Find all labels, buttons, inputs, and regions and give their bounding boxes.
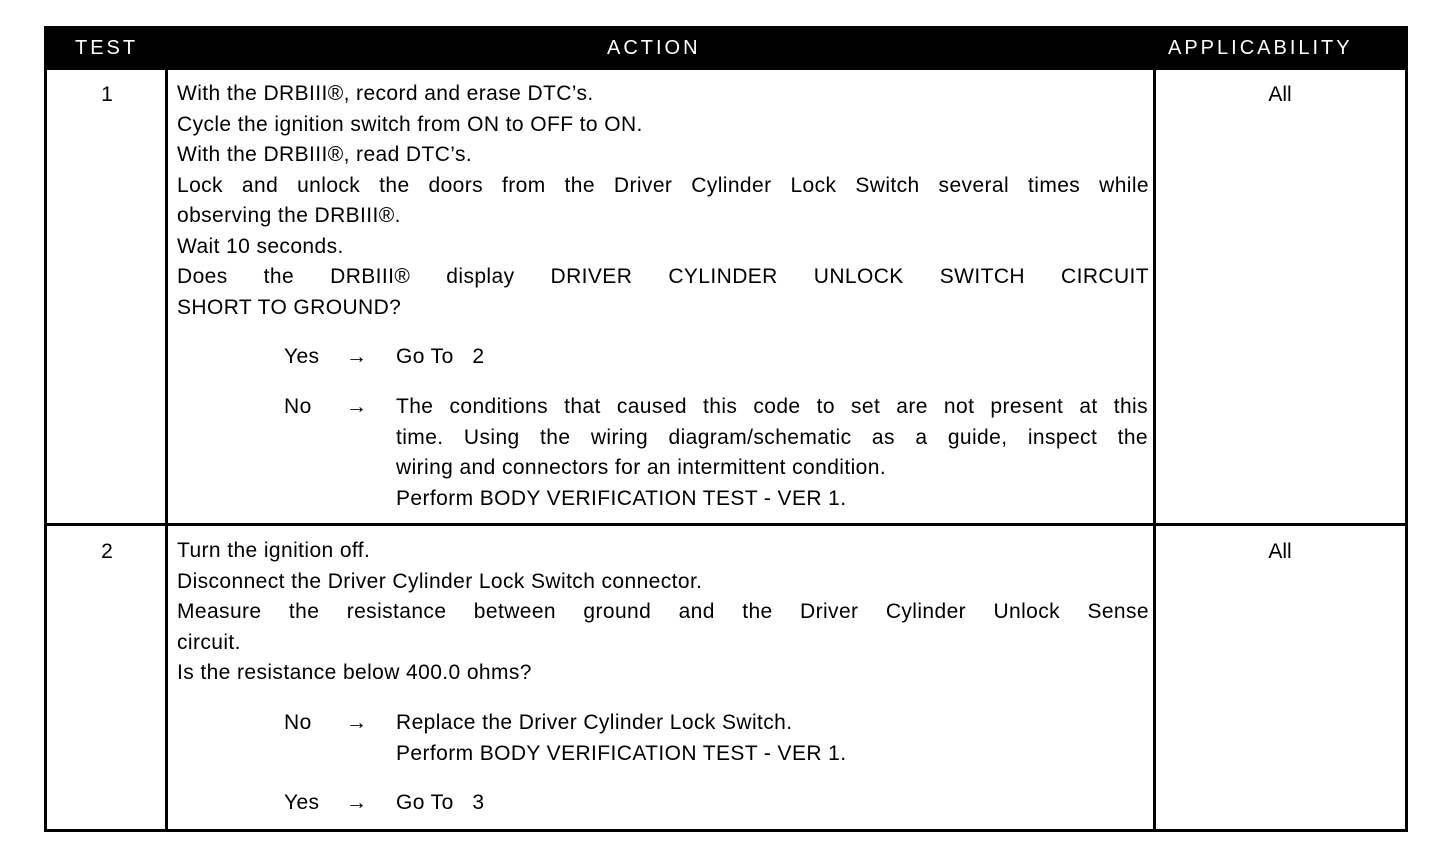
column-divider: [1153, 70, 1156, 829]
arrow-right-icon: →: [346, 345, 368, 368]
arrow-right-icon: →: [346, 395, 368, 418]
test-number: 1: [101, 83, 113, 106]
option-line: Replace the Driver Cylinder Lock Switch.: [396, 711, 793, 734]
applicability-value: All: [1268, 540, 1292, 563]
column-divider: [165, 70, 168, 829]
action-line: Does the DRBIII® display DRIVER CYLINDER UNLOCK SWITCH CIRCUIT: [177, 265, 1149, 288]
test-number: 2: [101, 540, 113, 563]
action-line: With the DRBIII®, record and erase DTC’s.: [177, 82, 594, 105]
table-header: [47, 29, 1405, 70]
action-line: Disconnect the Driver Cylinder Lock Switch connector.: [177, 569, 703, 593]
option-label: Yes: [284, 345, 320, 368]
option-line: The conditions that caused this code to set are not present at this: [396, 395, 1148, 418]
row-divider: [47, 523, 1405, 526]
option-line: Perform BODY VERIFICATION TEST - VER 1.: [396, 741, 847, 765]
option-line: time. Using the wiring diagram/schematic as a guide, inspect the: [396, 425, 1148, 449]
action-steps: [177, 79, 1149, 323]
action-line: Cycle the ignition switch from ON to OFF to ON.: [177, 112, 643, 136]
option-text: [396, 392, 1148, 514]
option-label: No: [284, 395, 312, 418]
arrow-right-icon: →: [346, 791, 368, 814]
option-line: Perform BODY VERIFICATION TEST - VER 1.: [396, 486, 847, 510]
option-text: [396, 342, 1148, 373]
action-line: Turn the ignition off.: [177, 539, 371, 562]
option-line: wiring and connectors for an intermittent condition.: [396, 456, 887, 479]
diagnostic-test-table: [44, 26, 1408, 832]
header-applicability: APPLICABILITY: [1168, 37, 1353, 59]
action-line: With the DRBIII®, read DTC’s.: [177, 143, 473, 166]
action-steps: [177, 536, 1149, 689]
option-label: No: [284, 711, 312, 734]
action-line: Is the resistance below 400.0 ohms?: [177, 661, 532, 684]
option-line: Go To 3: [396, 791, 485, 814]
header-action: ACTION: [607, 37, 701, 59]
option-text: [396, 788, 1148, 819]
arrow-right-icon: →: [346, 711, 368, 734]
header-test: TEST: [75, 37, 139, 59]
action-line: Measure the resistance between ground and the Driver Cylinder Unlock Sense: [177, 600, 1149, 623]
option-text: [396, 708, 1148, 769]
action-line: Wait 10 seconds.: [177, 234, 344, 258]
applicability-value: All: [1268, 83, 1292, 106]
action-line: circuit.: [177, 630, 241, 654]
action-line: SHORT TO GROUND?: [177, 295, 402, 319]
option-line: Go To 2: [396, 345, 485, 368]
action-line: observing the DRBIII®.: [177, 204, 401, 227]
action-line: Lock and unlock the doors from the Driver Cylinder Lock Switch several times while: [177, 173, 1149, 197]
option-label: Yes: [284, 791, 320, 814]
